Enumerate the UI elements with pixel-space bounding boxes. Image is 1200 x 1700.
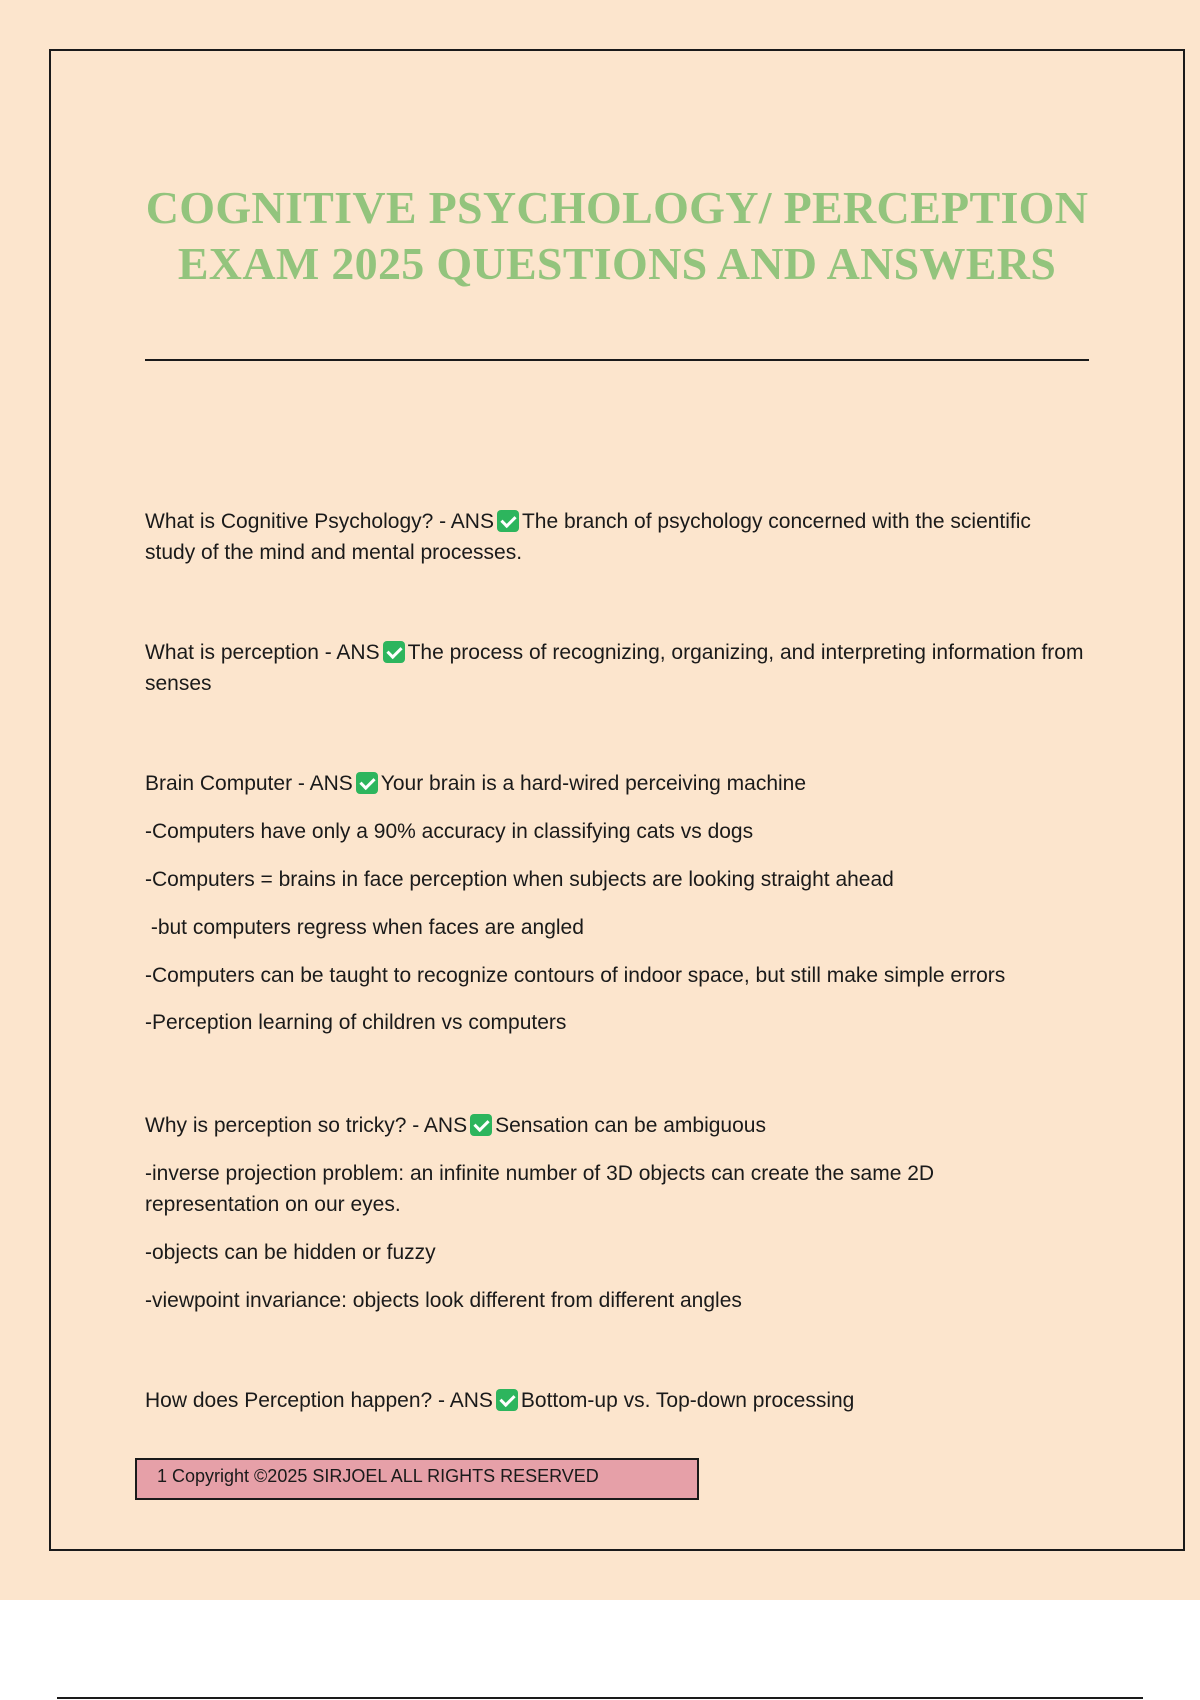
bottom-divider: [57, 1697, 1143, 1699]
detail-line: -but computers regress when faces are angled: [145, 916, 584, 939]
check-mark-icon: [470, 1114, 492, 1136]
copyright-text: 1 Copyright ©2025 SIRJOEL ALL RIGHTS RESERVED: [157, 1466, 599, 1486]
answer-text: Sensation can be ambiguous: [495, 1114, 766, 1137]
answer-text: The process of recognizing, organizing, and interpreting information from senses: [145, 641, 1084, 695]
qa-line: [145, 1385, 1085, 1416]
detail-line: -viewpoint invariance: objects look different from different angles: [145, 1289, 742, 1312]
detail-line: -inverse projection problem: an infinite number of 3D objects can create the same 2D representation on our eyes.: [145, 1162, 935, 1216]
qa-item-perception: [145, 637, 1085, 699]
qa-line: [145, 1110, 1085, 1141]
detail-line: -Computers can be taught to recognize contours of indoor space, but still make simple errors: [145, 964, 1006, 987]
detail-line: -objects can be hidden or fuzzy: [145, 1241, 436, 1264]
answer-text: Your brain is a hard-wired perceiving machine: [380, 772, 807, 795]
title-underline: [145, 359, 1089, 361]
qa-line: [145, 768, 1085, 799]
detail-line: -Perception learning of children vs computers: [145, 1011, 567, 1034]
qa-item-how-perception-happens: [145, 1385, 1085, 1416]
check-mark-icon: [383, 641, 405, 663]
document-title: COGNITIVE PSYCHOLOGY/ PERCEPTION EXAM 2025 QUESTIONS AND ANSWERS: [145, 182, 1089, 289]
qa-item-cognitive-psychology: [145, 506, 1085, 568]
question-text: What is Cognitive Psychology? - ANS: [145, 510, 494, 533]
question-text: What is perception - ANS: [145, 641, 380, 664]
answer-text: Bottom-up vs. Top-down processing: [520, 1389, 855, 1412]
check-mark-icon: [356, 772, 378, 794]
detail-line: -Computers = brains in face perception when subjects are looking straight ahead: [145, 868, 894, 891]
qa-line: [145, 637, 1085, 699]
question-text: Why is perception so tricky? - ANS: [145, 1114, 468, 1137]
detail-line: -Computers have only a 90% accuracy in classifying cats vs dogs: [145, 820, 754, 843]
qa-item-brain-computer: [145, 768, 1085, 1038]
qa-line: [145, 506, 1085, 568]
qa-item-perception-tricky: [145, 1110, 1085, 1316]
question-text: Brain Computer - ANS: [145, 772, 353, 795]
question-text: How does Perception happen? - ANS: [145, 1389, 493, 1412]
answer-text: The branch of psychology concerned with the scientific study of the mind and mental processes.: [145, 510, 1031, 564]
check-mark-icon: [497, 510, 519, 532]
check-mark-icon: [496, 1389, 518, 1411]
copyright-footer: [135, 1458, 699, 1500]
